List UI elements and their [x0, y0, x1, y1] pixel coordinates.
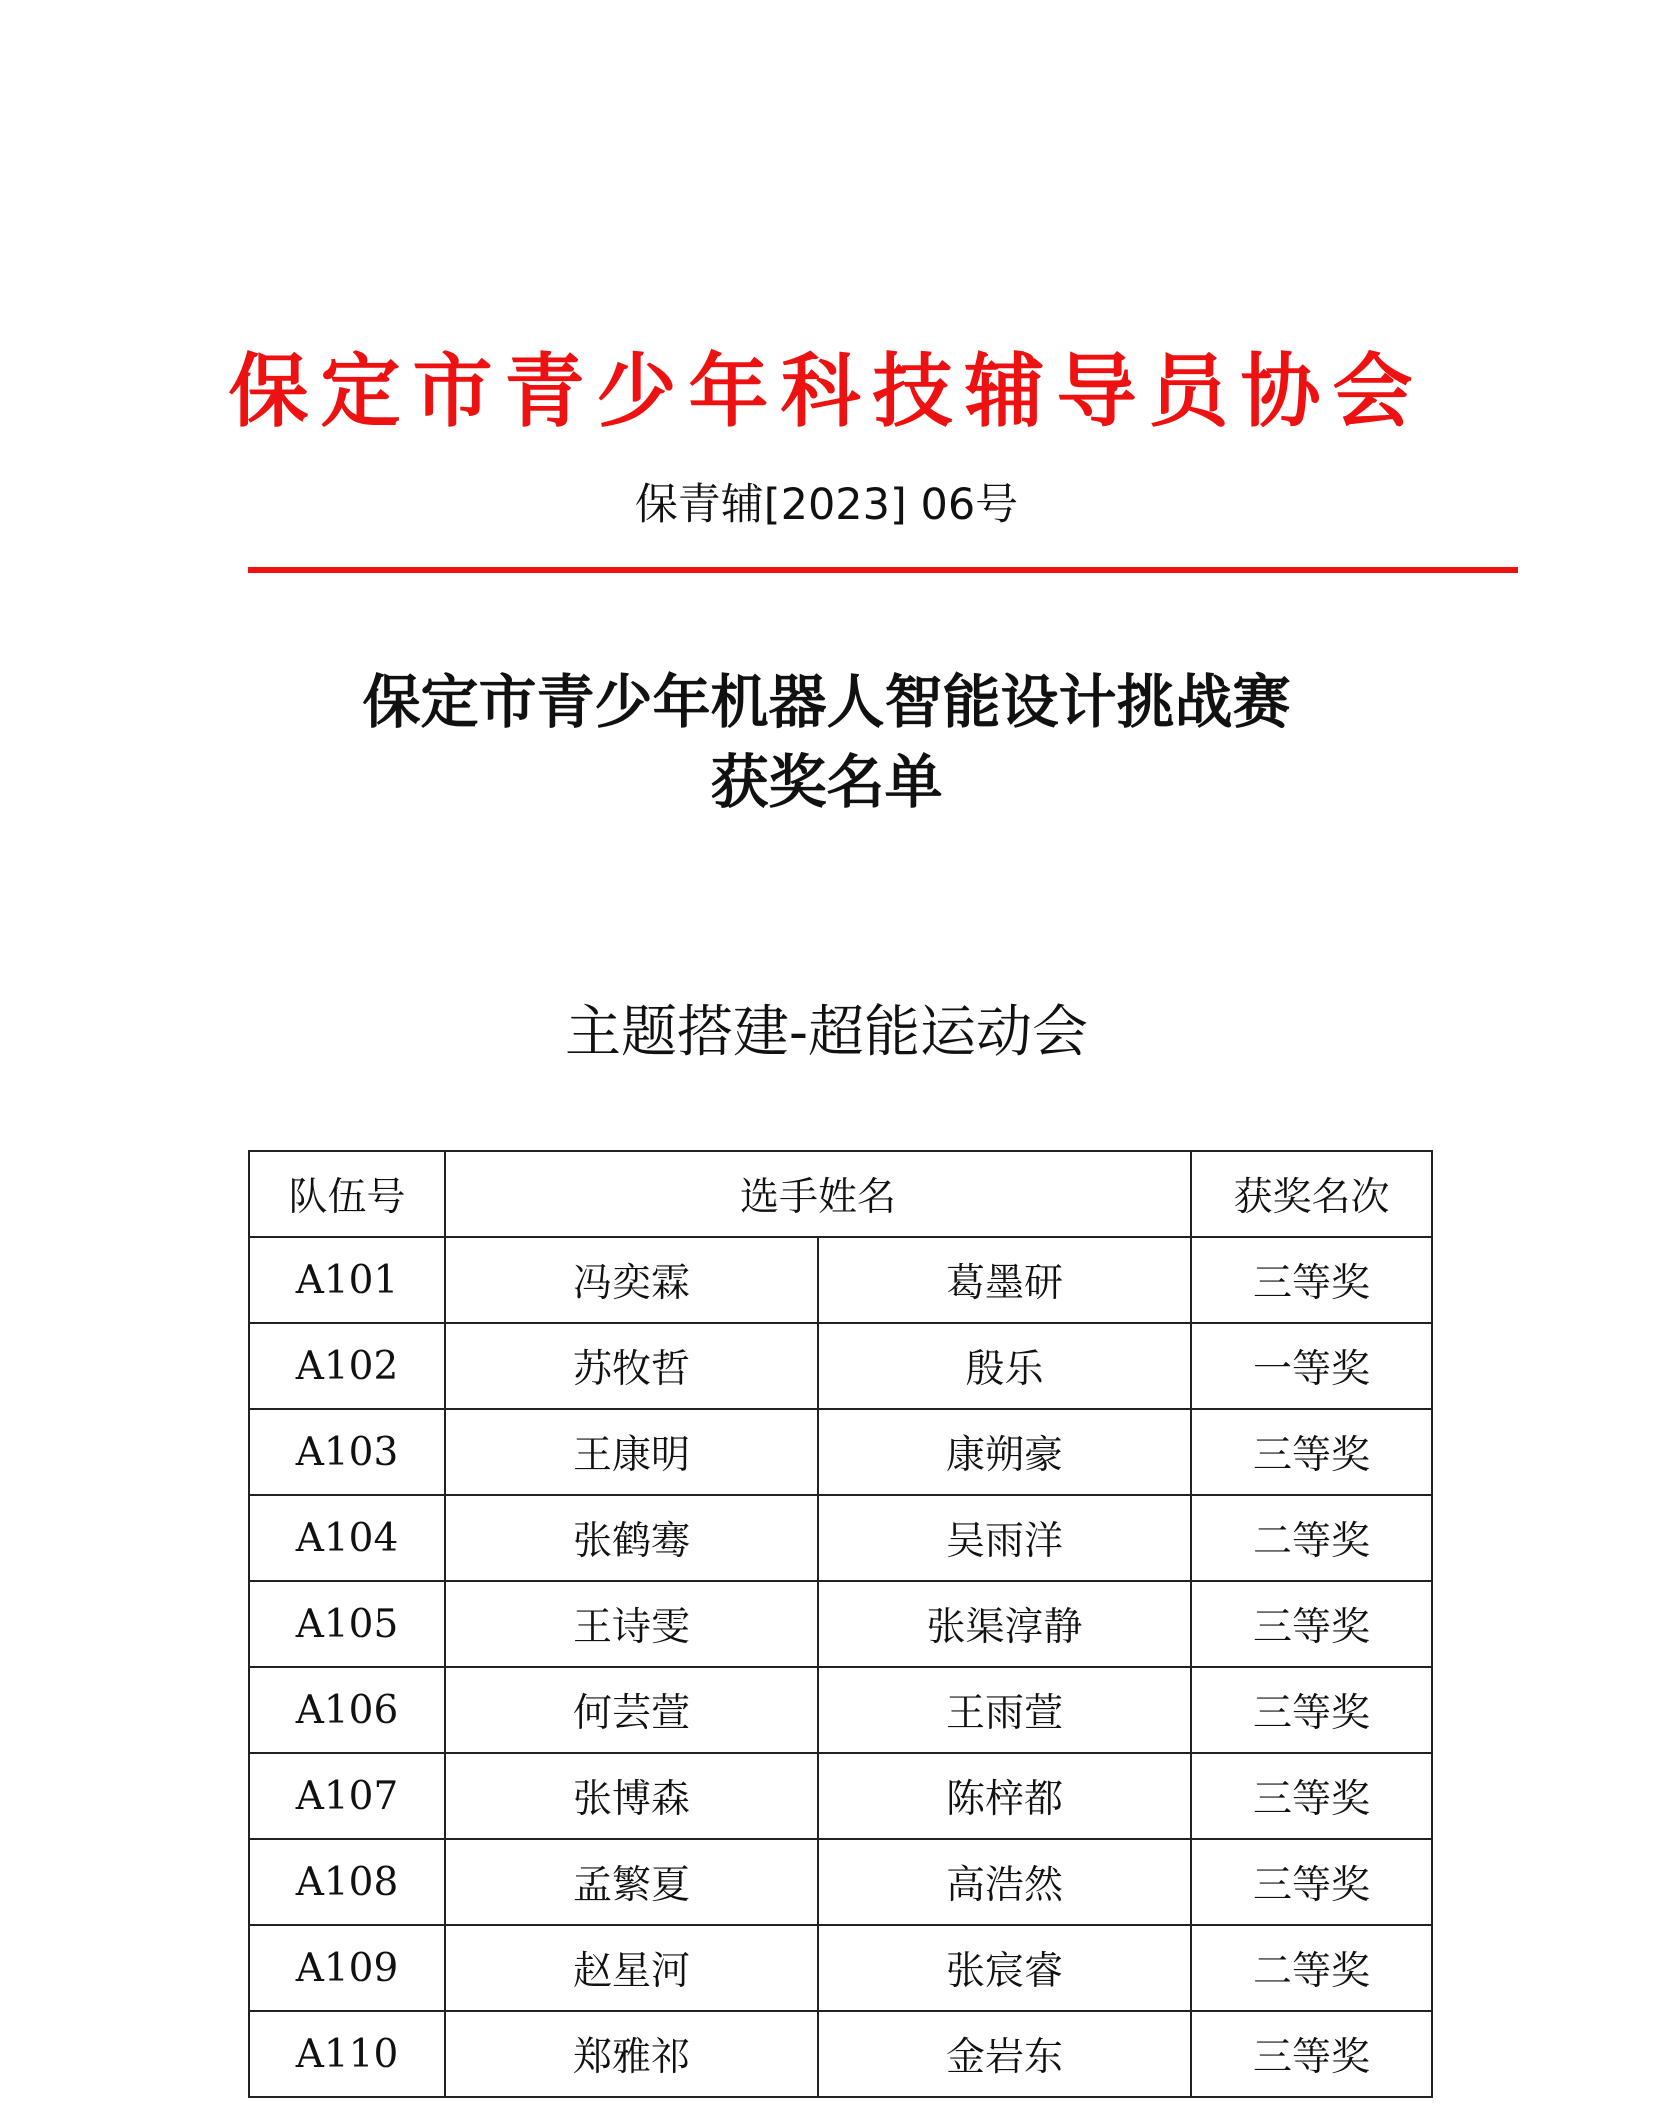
table-row	[249, 1495, 1432, 1581]
team-number-cell: A107	[249, 1753, 445, 1839]
award-cell: 一等奖	[1191, 1323, 1432, 1409]
player-2-cell: 吴雨洋	[818, 1495, 1191, 1581]
table-row	[249, 1839, 1432, 1925]
player-2-cell: 张宸睿	[818, 1925, 1191, 2011]
header-divider	[248, 567, 1518, 573]
award-cell: 三等奖	[1191, 1237, 1432, 1323]
team-number-cell: A101	[249, 1237, 445, 1323]
award-cell: 二等奖	[1191, 1495, 1432, 1581]
team-number-cell: A106	[249, 1667, 445, 1753]
player-1-cell: 王康明	[445, 1409, 818, 1495]
team-number-cell: A110	[249, 2011, 445, 2097]
table-row	[249, 1667, 1432, 1753]
player-1-cell: 王诗雯	[445, 1581, 818, 1667]
player-1-cell: 冯奕霖	[445, 1237, 818, 1323]
table-row	[249, 1409, 1432, 1495]
table-row	[249, 1753, 1432, 1839]
header-team-number: 队伍号	[249, 1151, 445, 1237]
player-1-cell: 张鹤骞	[445, 1495, 818, 1581]
team-number-cell: A105	[249, 1581, 445, 1667]
player-2-cell: 王雨萱	[818, 1667, 1191, 1753]
award-cell: 二等奖	[1191, 1925, 1432, 2011]
section-title: 主题搭建-超能运动会	[565, 1000, 1088, 1065]
award-cell: 三等奖	[1191, 1581, 1432, 1667]
player-1-cell: 张博森	[445, 1753, 818, 1839]
organization-name: 保定市青少年科技辅导员协会	[228, 345, 1425, 438]
table-row	[249, 1925, 1432, 2011]
document-number: 保青辅[2023] 06号	[634, 480, 1019, 530]
player-2-cell: 葛墨研	[818, 1237, 1191, 1323]
award-cell: 三等奖	[1191, 1753, 1432, 1839]
player-2-cell: 殷乐	[818, 1323, 1191, 1409]
award-cell: 三等奖	[1191, 2011, 1432, 2097]
header-award-rank: 获奖名次	[1191, 1151, 1432, 1237]
player-1-cell: 孟繁夏	[445, 1839, 818, 1925]
document-title-line-1: 保定市青少年机器人智能设计挑战赛	[362, 668, 1291, 736]
player-1-cell: 郑雅祁	[445, 2011, 818, 2097]
document-title	[0, 662, 1653, 822]
player-2-cell: 高浩然	[818, 1839, 1191, 1925]
team-number-cell: A109	[249, 1925, 445, 2011]
table-row	[249, 1323, 1432, 1409]
award-cell: 三等奖	[1191, 1667, 1432, 1753]
player-2-cell: 陈梓都	[818, 1753, 1191, 1839]
header-player-names: 选手姓名	[445, 1151, 1191, 1237]
team-number-cell: A104	[249, 1495, 445, 1581]
award-cell: 三等奖	[1191, 1839, 1432, 1925]
table-body	[249, 1237, 1432, 2097]
player-1-cell: 苏牧哲	[445, 1323, 818, 1409]
table-header-row	[249, 1151, 1432, 1237]
document-title-line-2: 获奖名单	[710, 748, 943, 816]
team-number-cell: A102	[249, 1323, 445, 1409]
player-1-cell: 赵星河	[445, 1925, 818, 2011]
table-row	[249, 1237, 1432, 1323]
award-cell: 三等奖	[1191, 1409, 1432, 1495]
team-number-cell: A108	[249, 1839, 445, 1925]
player-2-cell: 张渠淳静	[818, 1581, 1191, 1667]
team-number-cell: A103	[249, 1409, 445, 1495]
table-row	[249, 2011, 1432, 2097]
player-1-cell: 何芸萱	[445, 1667, 818, 1753]
player-2-cell: 康朔豪	[818, 1409, 1191, 1495]
table-row	[249, 1581, 1432, 1667]
player-2-cell: 金岩东	[818, 2011, 1191, 2097]
award-table	[248, 1150, 1433, 2098]
